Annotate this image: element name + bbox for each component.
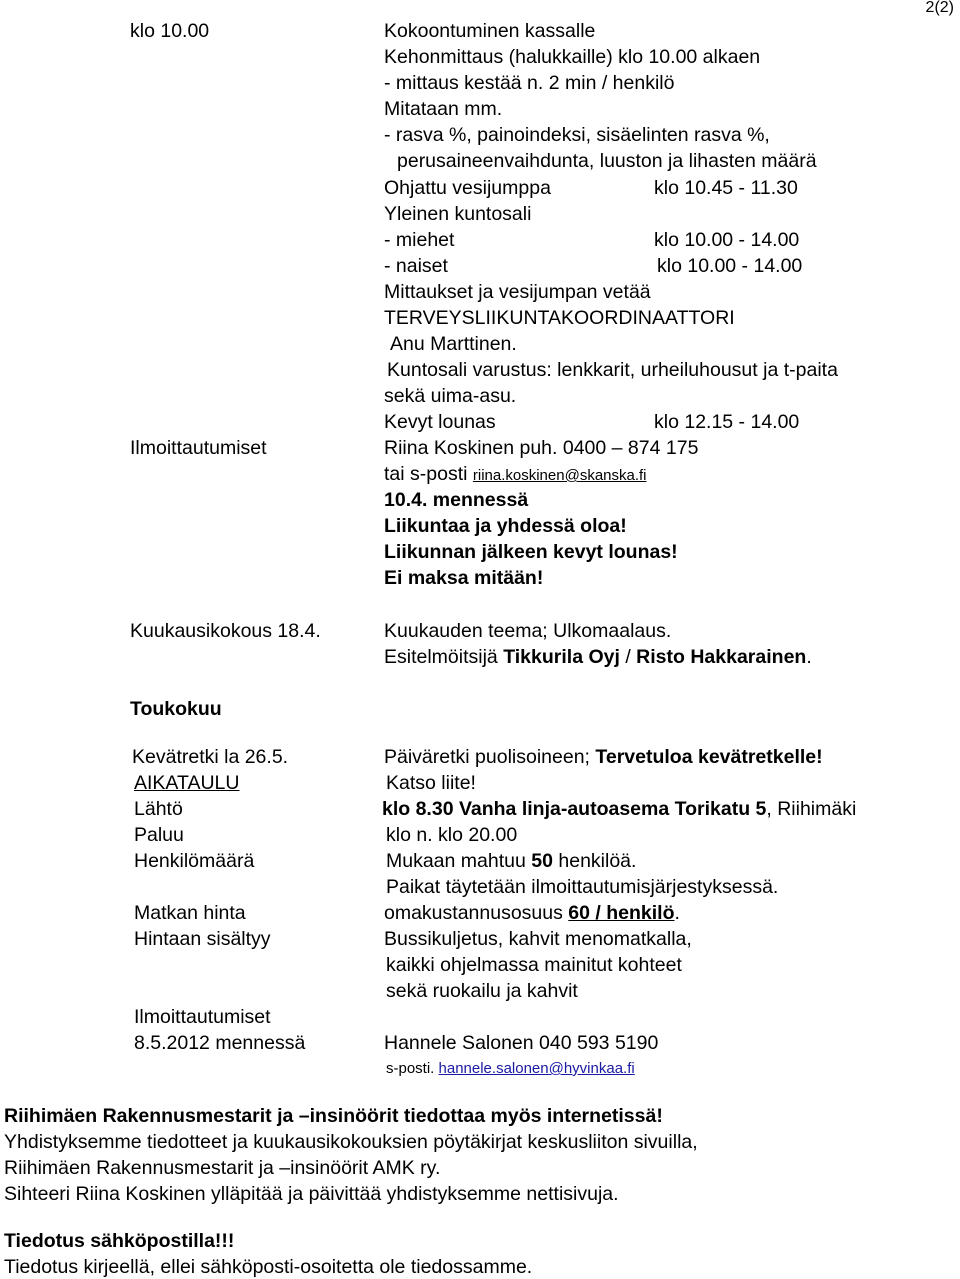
internet-line: Sihteeri Riina Koskinen ylläpitää ja päivittää yhdistyksemme nettisivuja. <box>4 1183 619 1205</box>
schedule-line: - mittaus kestää n. 2 min / henkilö <box>384 72 675 94</box>
departure-rest: , Riihimäki <box>766 798 857 820</box>
schedule-attachment-value: Katso liite! <box>386 772 476 794</box>
slogan: Ei maksa mitään! <box>384 567 544 589</box>
includes-label: Hintaan sisältyy <box>134 928 271 950</box>
aqua-label: Ohjattu vesijumppa <box>384 177 551 199</box>
schedule-line: - rasva %, painoindeksi, sisäelinten rasva %, <box>384 124 770 146</box>
registration-email-link[interactable]: riina.koskinen@skanska.fi <box>472 467 647 484</box>
page-number: 2(2) <box>925 0 954 16</box>
may-registration-email-line <box>386 1058 635 1080</box>
capacity-count: 50 <box>531 850 553 872</box>
price-amount: 60 / henkilö <box>568 902 675 924</box>
price-prefix: omakustannusosuus <box>384 902 569 924</box>
presenter-prefix: Esitelmöitsijä <box>384 646 504 668</box>
may-registration-email-link[interactable]: hannele.salonen@hyvinkaa.fi <box>438 1060 635 1077</box>
slogan: Liikuntaa ja yhdessä oloa! <box>384 515 627 537</box>
may-registration-contact: Hannele Salonen 040 593 5190 <box>384 1032 659 1054</box>
schedule-line: Kehonmittaus (halukkaille) klo 10.00 alkaen <box>384 46 761 68</box>
return-label: Paluu <box>134 824 184 846</box>
presenter-company: Tikkurila Oyj <box>503 646 620 668</box>
schedule-line: Kokoontuminen kassalle <box>384 20 596 42</box>
may-heading: Toukokuu <box>130 698 222 720</box>
capacity-suffix: henkilöä. <box>552 850 637 872</box>
email-notice-line: Tiedotus kirjeellä, ellei sähköposti-osoitetta ole tiedossamme. <box>4 1256 533 1278</box>
includes-line: kaikki ohjelmassa mainitut kohteet <box>386 954 682 976</box>
return-value: klo n. klo 20.00 <box>386 824 518 846</box>
internet-heading: Riihimäen Rakennusmestarit ja –insinöörit tiedottaa myös internetissä! <box>4 1105 663 1127</box>
email-prefix: tai s-posti <box>384 463 473 485</box>
registration-deadline: 10.4. mennessä <box>384 489 529 511</box>
registration-label: Ilmoittautumiset <box>130 437 267 459</box>
schedule-attachment-label: AIKATAULU <box>134 772 240 794</box>
slogan: Liikunnan jälkeen kevyt lounas! <box>384 541 678 563</box>
may-registration-deadline: 8.5.2012 mennessä <box>134 1032 306 1054</box>
includes-line: sekä ruokailu ja kahvit <box>386 980 578 1002</box>
gym-label: Yleinen kuntosali <box>384 203 532 225</box>
monthly-theme: Kuukauden teema; Ulkomaalaus. <box>384 620 672 642</box>
women-label: - naiset <box>384 255 448 277</box>
women-time: klo 10.00 - 14.00 <box>657 255 803 277</box>
departure-main: klo 8.30 Vanha linja-autoasema Torikatu 5 <box>382 798 767 820</box>
instructor-line: Mittaukset ja vesijumpan vetää <box>384 281 651 303</box>
departure-label: Lähtö <box>134 798 183 820</box>
may-email-prefix: s-posti. <box>386 1060 439 1077</box>
schedule-line: perusaineenvaihdunta, luuston ja lihasten määrä <box>397 150 817 172</box>
presenter-name: Risto Hakkarainen <box>636 646 807 668</box>
internet-line: Riihimäen Rakennusmestarit ja –insinöörit AMK ry. <box>4 1157 441 1179</box>
price-value <box>384 902 680 924</box>
email-notice-heading: Tiedotus sähköpostilla!!! <box>4 1230 235 1252</box>
men-label: - miehet <box>384 229 455 251</box>
equipment-line: Kuntosali varustus: lenkkarit, urheiluhousut ja t-paita <box>387 359 838 381</box>
includes-line: Bussikuljetus, kahvit menomatkalla, <box>384 928 692 950</box>
equipment-line: sekä uima-asu. <box>384 385 517 407</box>
trip-label: Kevätretki la 26.5. <box>132 746 289 768</box>
lunch-label: Kevyt lounas <box>384 411 496 433</box>
price-label: Matkan hinta <box>134 902 246 924</box>
monthly-presenter-line <box>384 646 812 668</box>
departure-value <box>382 798 856 820</box>
capacity-label: Henkilömäärä <box>134 850 255 872</box>
trip-desc-prefix: Päiväretki puolisoineen; <box>384 746 596 768</box>
registration-contact: Riina Koskinen puh. 0400 – 874 175 <box>384 437 699 459</box>
schedule-line: Mitataan mm. <box>384 98 503 120</box>
internet-line: Yhdistyksemme tiedotteet ja kuukausikokouksien pöytäkirjat keskusliiton sivuilla, <box>4 1131 698 1153</box>
capacity-prefix: Mukaan mahtuu <box>386 850 532 872</box>
aqua-time: klo 10.45 - 11.30 <box>654 177 798 199</box>
schedule-time-label: klo 10.00 <box>130 20 210 42</box>
may-registration-label: Ilmoittautumiset <box>134 1006 271 1028</box>
capacity-value <box>386 850 636 872</box>
instructor-line: TERVEYSLIIKUNTAKOORDINAATTORI <box>384 307 735 329</box>
instructor-line: Anu Marttinen. <box>390 333 517 355</box>
presenter-separator: / <box>619 646 637 668</box>
lunch-time: klo 12.15 - 14.00 <box>654 411 800 433</box>
men-time: klo 10.00 - 14.00 <box>654 229 800 251</box>
price-suffix: . <box>674 902 680 924</box>
monthly-meeting-label: Kuukausikokous 18.4. <box>130 620 321 642</box>
registration-email-line <box>384 463 647 487</box>
trip-description <box>384 746 823 768</box>
capacity-note: Paikat täytetään ilmoittautumisjärjestyksessä. <box>386 876 779 898</box>
trip-welcome: Tervetuloa kevätretkelle! <box>595 746 823 768</box>
presenter-suffix: . <box>806 646 812 668</box>
